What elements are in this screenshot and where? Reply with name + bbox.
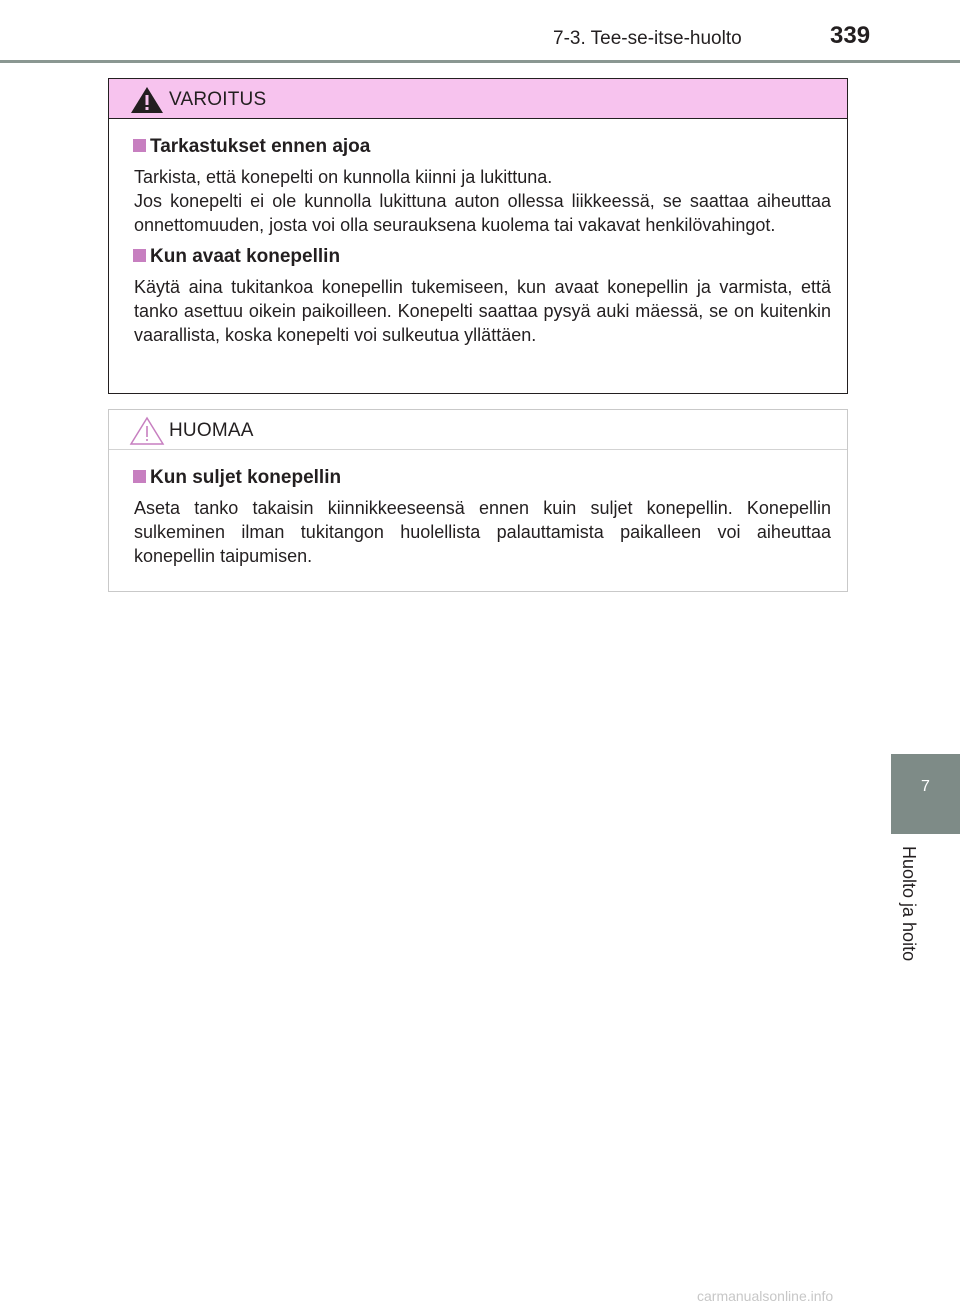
paragraph: Jos konepelti ei ole kunnolla lukittuna auton ollessa liikkeessä, se saattaa aiheuttaa onnettomuuden, josta voi olla seurauksena kuolema tai vakavat henkilövahingot. [134, 191, 831, 235]
heading-text: Kun suljet konepellin [150, 467, 342, 488]
paragraph: Aseta tanko takaisin kiinnikkeeseensä ennen kuin suljet konepellin. Konepellin sulkeminen ilman tukitangon huolellista palauttamista paikalleen voi aiheuttaa konepellin taipumisen. [134, 498, 831, 566]
notice-header [109, 410, 847, 450]
page-number: 339 [830, 22, 871, 49]
section-heading [133, 135, 831, 159]
paragraph: Käytä aina tukitankoa konepellin tukemiseen, kun avaat konepellin ja varmista, että tanko asettuu oikein paikoilleen. Konepelti saattaa pysyä auki mäessä, se on kuitenkin vaarallista, koska konepelti voi sulkeutua yllättäen. [134, 277, 831, 345]
warning-body [109, 119, 847, 347]
chapter-number: 7 [921, 778, 930, 795]
section-title: 7-3. Tee-se-itse-huolto [553, 28, 742, 49]
watermark: carmanualsonline.info [697, 1288, 834, 1304]
notice-body [109, 450, 847, 568]
notice-box [108, 409, 848, 592]
paragraph: Tarkista, että konepelti on kunnolla kiinni ja lukittuna. [134, 167, 553, 187]
section-heading [133, 466, 831, 490]
square-bullet-icon [133, 139, 146, 152]
heading-text: Kun avaat konepellin [150, 246, 341, 267]
chapter-label: Huolto ja hoito [899, 846, 919, 962]
chapter-tab [891, 754, 960, 834]
notice-label: HUOMAA [169, 420, 254, 441]
heading-text: Tarkastukset ennen ajoa [150, 136, 371, 157]
header-divider [0, 60, 960, 63]
warning-label: VAROITUS [169, 89, 267, 110]
caution-triangle-icon [129, 416, 165, 446]
warning-box [108, 78, 848, 394]
square-bullet-icon [133, 470, 146, 483]
square-bullet-icon [133, 249, 146, 262]
warning-triangle-icon [129, 85, 165, 115]
warning-header [109, 79, 847, 119]
section-heading [133, 245, 831, 269]
